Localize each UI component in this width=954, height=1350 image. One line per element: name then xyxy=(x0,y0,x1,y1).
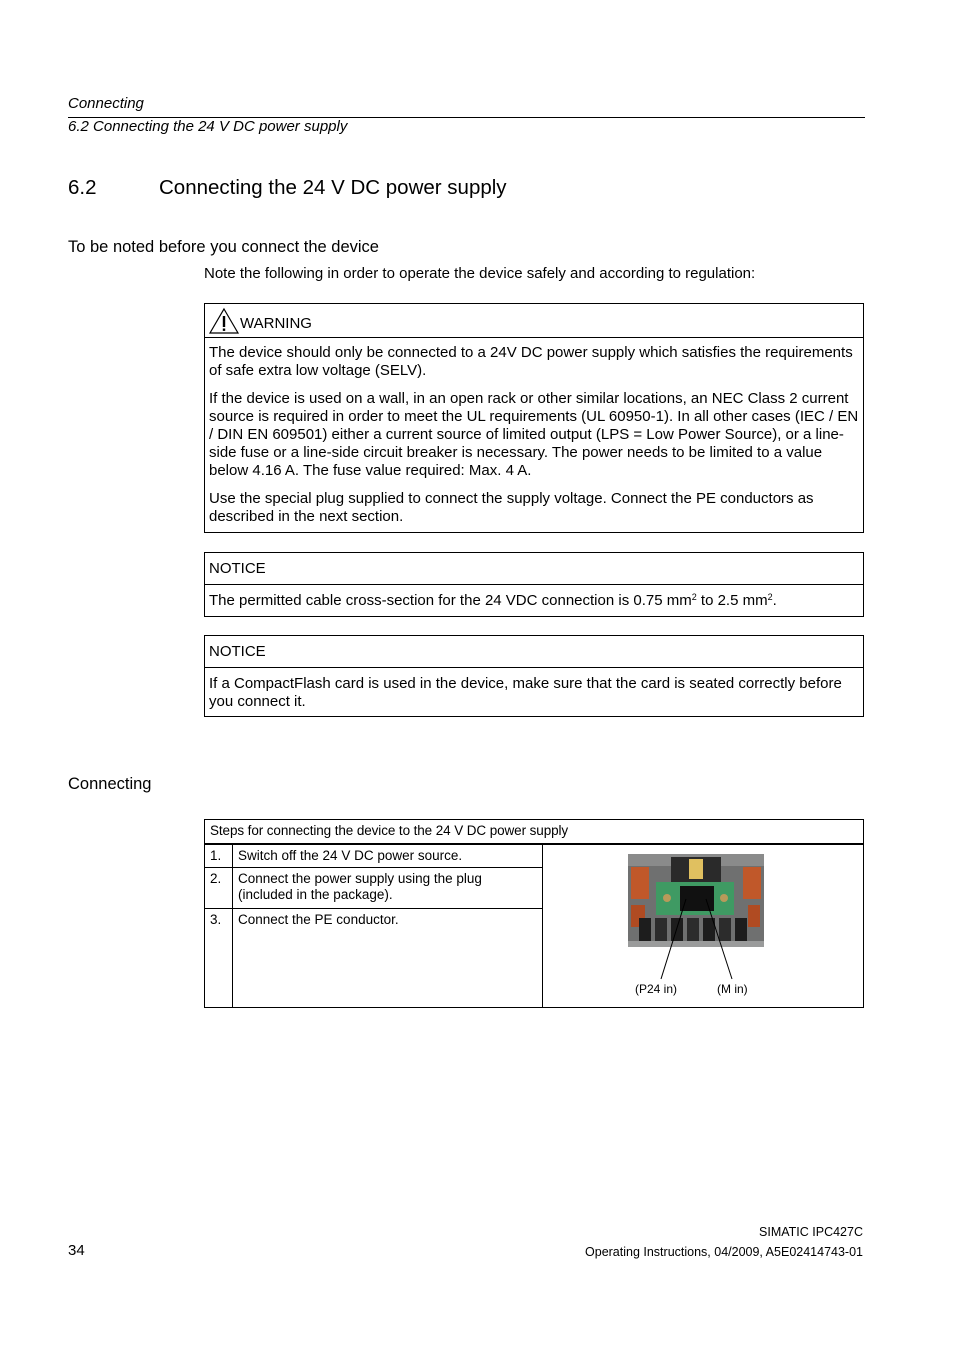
footer-product: SIMATIC IPC427C xyxy=(759,1225,863,1239)
step-number: 3. xyxy=(205,909,233,1008)
page-number: 34 xyxy=(68,1242,85,1259)
warning-box xyxy=(204,303,864,533)
header-rule xyxy=(68,117,865,118)
label-m-in: (M in) xyxy=(717,982,748,996)
superscript: 2 xyxy=(767,592,773,602)
warning-paragraph: Use the special plug supplied to connect the supply voltage. Connect the PE conductors as described in the next section. xyxy=(209,490,814,525)
notice-content xyxy=(205,585,863,616)
step-text: Connect the power supply using the plug (included in the package). xyxy=(233,868,543,909)
notice-text-part: . xyxy=(772,592,777,609)
warning-label: WARNING xyxy=(240,315,312,332)
subheading-before-connect: To be noted before you connect the device xyxy=(68,238,379,256)
step-text: Switch off the 24 V DC power source. xyxy=(233,844,543,868)
notice-box-compactflash xyxy=(204,635,864,717)
notice-box-cable xyxy=(204,552,864,617)
power-connector-photo xyxy=(543,845,861,1007)
steps-table xyxy=(204,819,864,1008)
warning-title xyxy=(205,304,863,338)
running-header-section: 6.2 Connecting the 24 V DC power supply xyxy=(68,118,348,135)
notice-title xyxy=(205,553,863,585)
label-p24-in: (P24 in) xyxy=(635,982,678,996)
running-header-chapter: Connecting xyxy=(68,95,144,112)
footer-document: Operating Instructions, 04/2009, A5E02414743-01 xyxy=(585,1245,863,1259)
notice-title xyxy=(205,636,863,668)
notice-label: NOTICE xyxy=(209,560,266,577)
warning-paragraph: The device should only be connected to a 24V DC power supply which satisfies the requirements of safe extra low voltage (SELV). xyxy=(209,344,853,379)
notice-text-part: The permitted cable cross-section for the 24 VDC connection is 0.75 mm xyxy=(209,592,692,609)
warning-triangle-icon xyxy=(208,307,240,335)
section-title: Connecting the 24 V DC power supply xyxy=(159,176,507,199)
steps-table-header: Steps for connecting the device to the 24 V DC power supply xyxy=(205,820,864,845)
notice-content: If a CompactFlash card is used in the device, make sure that the card is seated correctly before you connect it. xyxy=(209,675,842,710)
subheading-connecting: Connecting xyxy=(68,775,152,793)
notice-text-part: to 2.5 mm xyxy=(696,592,768,609)
warning-paragraph: If the device is used on a wall, in an open rack or other similar locations, an NEC Class 2 current source is required in order to meet the UL requirements (UL 60950-1). In all other cases (IEC / EN / DIN EN 609501) either a current source of limited output (LPS = Low Power Source), or a line-side fuse or a line-side circuit breaker is necessary. The power needs to be limited to a value below 4.16 A. The fuse value required: Max. 4 A. xyxy=(209,390,859,479)
connector-figure-cell xyxy=(543,844,864,1008)
superscript: 2 xyxy=(691,592,697,602)
section-number: 6.2 xyxy=(68,176,97,199)
step-number: 1. xyxy=(205,844,233,868)
step-number: 2. xyxy=(205,868,233,909)
notice-label: NOTICE xyxy=(209,643,266,660)
intro-text: Note the following in order to operate the device safely and according to regulation: xyxy=(204,265,756,282)
step-text: Connect the PE conductor. xyxy=(233,909,543,1008)
warning-content xyxy=(205,338,863,532)
